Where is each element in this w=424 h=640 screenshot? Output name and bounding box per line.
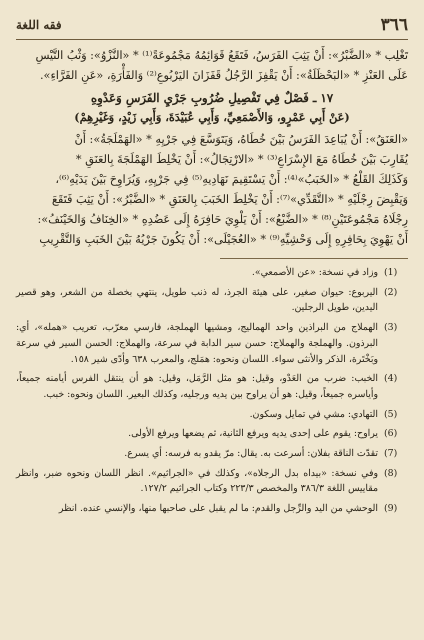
footnote-text: وزاد في نسخة: «عن الأصمعي».	[251, 267, 378, 278]
main-line: وَيَقْبِضَ رِجْلَيْهِ * «التَّقَدِّي»⁽⁷⁾: أَنْ يَخْلِطَ الخَبَبَ بِالعَنَقِ * «الضَّبْرُ»: أَنْ يَثِبَ فَتَقَعَ	[51, 193, 408, 206]
section-heading: ١٧ ـ فَصْلٌ فِي تَفْصِيلِ ضُرُوبِ جَرْيِ الفَرَسِ وَعَدْوِهِ	[90, 91, 334, 105]
main-line: «العَنَقُ»: أَنْ يُبَاعِدَ الفَرَسُ بَيْنَ خُطَاهُ، وَيَتَوَسَّعَ فِي جَرْيِهِ * «الهَمْلَجَةُ»: أَنْ	[74, 133, 408, 146]
footnote	[16, 371, 408, 402]
footnote	[16, 446, 408, 462]
footnote	[16, 320, 408, 367]
footnote-text: الخبب: ضرب من العَدْو، وقيل: هو مثل الرَّمَل، وقيل: هو أن ينتقل الفرس أيامنه جميعاً، وأياسره جميعاً، وقيل: هو أن يراوح بين يديه ورجليه، وكذلك البعير. اللسان ونحوه: خبب.	[16, 373, 378, 400]
footnote-number: (3)	[384, 322, 398, 334]
footnote-number: (5)	[384, 408, 398, 420]
footnote	[16, 285, 408, 316]
footnote-number: (9)	[384, 503, 398, 515]
footnote	[16, 466, 408, 497]
main-line: يُقَارِبَ بَيْنَ خُطَاهُ مَعَ الإِسْرَاعِ⁽³⁾ * «الارْتِجَالُ»: أَنْ يَخْلِطَ الهَمْلَجَةَ بِالعَنَقِ *	[75, 153, 408, 166]
footnote-number: (8)	[384, 467, 398, 479]
footnotes	[16, 265, 408, 517]
footnote-number: (4)	[384, 373, 398, 385]
section-sources: (عَنْ أَبِي عَمْرٍو، وَالأَصْمَعِيِّ، وَأَبِي عُبَيْدَةَ، وَأَبِي زَيْدٍ، وَغَيْرِهِمْ)	[74, 110, 350, 124]
footnote-number: (6)	[384, 428, 398, 440]
footnote-text: اليربوع: حيوان صغير، على هيئة الجرذ، له ذنب طويل، ينتهي بخصلة من الشعر، وهو قصير اليدين، طويل الرجلين.	[16, 286, 378, 314]
footnote	[16, 426, 408, 442]
footnote	[16, 501, 408, 517]
intro-line: تَغْلِب * «الضَّبْرُ»: أَنْ يَثِبَ الفَرَسُ، فَتَقَعُ قَوَائِمُهُ مَجْمُوعَةً⁽¹⁾ * «النَّزْوُ»: وَثْبُ التَّيْسِ	[35, 49, 408, 62]
main-line: أَنْ يَهْوِيَ بِحَافِرِهِ إِلَى وَحْشِيِّهِ⁽⁹⁾ * «العُجَيْلَى»: أَنْ يَكُونَ جَرْيُهُ بَيْنَ الخَبَبِ وَالتَّقْرِيبِ	[39, 233, 408, 246]
footnote-text: الهملاج من البراذين واحد الهماليج، ومشيها الهملجة، فارسي معرّب، تعريب «همله»، أي: البرذون. والهملجة والهملاج: حسن سير الدابة في سرعة، والهملاج: الحسن السير في سرعة وبَخْتَرة، الذكر والأنثى سواء. اللسان ونحوه: همَلج، والمعرب ٦٣٨ وأدّى شير ١٥٨.	[16, 322, 378, 365]
page-number: ٣٦٦	[380, 15, 408, 35]
footnote-number: (2)	[384, 286, 398, 298]
main-text	[16, 46, 408, 250]
running-title: فقه اللغة	[16, 18, 62, 32]
footnote-text: التهادي: مشي في تمايل وسكون.	[249, 408, 378, 420]
footnote-text: تقدّت الناقة بفلان: أسرعت به. يقال: مرّ يقدو به فرسه: أي يسرع.	[124, 448, 378, 460]
intro-line: عَلَى العَنْزِ * «البَحْظَلَةُ»: أَنْ يَقْفِزَ الرَّجُلُ قَفَزَانَ اليَرْبُوعِ⁽²⁾ وَالفَأْرَةِ، «عَنِ الفَرَّاءِ».	[39, 69, 408, 82]
footnote-text: الوحشي من اليد والرِّجل والقدم: ما لم يقبل على صاحبها منها، والإنسي عنده. انظر	[58, 503, 378, 515]
footnote-number: (1)	[384, 267, 398, 278]
footnote-separator	[220, 258, 408, 259]
footnote	[16, 265, 408, 281]
main-line: وَكَذَلِكَ القَلْعُ * «الخَبَبُ»⁽⁴⁾: أَنْ يَسْتَقِيمَ نَهَادِيهِ⁽⁵⁾ فِي جَرْيِهِ، وَيُرَاوِحَ بَيْنَ يَدَيْهِ⁽⁶⁾،	[55, 173, 408, 186]
footnote	[16, 407, 408, 423]
main-line: رِجْلَاهُ مَجْمُوعَتَيْنِ⁽⁸⁾ * «الضَّبْعُ»: أَنْ يَلْوِيَ حَافِرَهُ إِلَى عَضُدِهِ * «الخِنَافُ وَالخَيْنَفُ»:	[37, 213, 408, 226]
page-header	[16, 14, 408, 40]
footnote-text: وفي نسخة: «بيداه بدل الرجلاه»، وكذلك في «الجراثيم». انظر اللسان ونحوه ضبر، وانظر مقاييس اللغة ٣٨٦/٣ والمخصص ٢٢٣/٣ وكتاب الجراثيم ١٢٧/٢.	[16, 467, 378, 495]
footnote-number: (7)	[384, 448, 398, 460]
footnote-text: يراوح: يقوم على إحدى يديه ويرفع الثانية، ثم يضعها ويرفع الأولى.	[128, 428, 378, 440]
